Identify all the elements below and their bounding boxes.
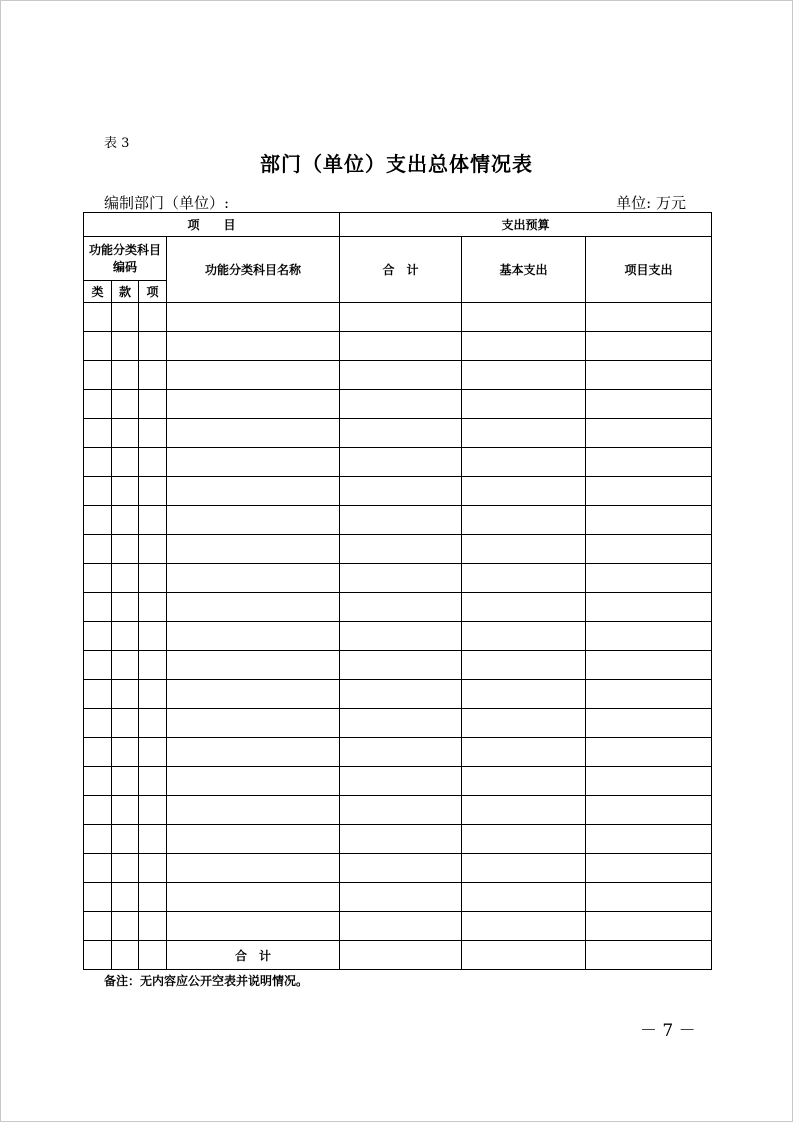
table-cell <box>340 796 462 825</box>
table-cell <box>340 680 462 709</box>
total-row <box>84 941 712 970</box>
table-cell <box>112 361 139 390</box>
header-row-2 <box>84 237 712 281</box>
table-cell <box>84 303 112 332</box>
table-cell <box>112 477 139 506</box>
table-cell <box>139 390 167 419</box>
table-cell <box>139 651 167 680</box>
table-cell <box>112 854 139 883</box>
table-cell <box>84 738 112 767</box>
table-row <box>84 506 712 535</box>
table-cell <box>586 535 712 564</box>
table-row <box>84 767 712 796</box>
table-row <box>84 825 712 854</box>
table-cell <box>139 738 167 767</box>
header-project-expenditure: 项目支出 <box>586 237 712 303</box>
table-row <box>84 564 712 593</box>
table-cell <box>139 680 167 709</box>
table-cell <box>340 419 462 448</box>
table-cell <box>340 390 462 419</box>
table-cell <box>340 332 462 361</box>
table-cell <box>586 883 712 912</box>
table-cell <box>340 651 462 680</box>
footnote: 备注：无内容应公开空表并说明情况。 <box>104 974 309 988</box>
table-cell <box>167 680 340 709</box>
table-cell <box>167 593 340 622</box>
table-cell <box>462 564 586 593</box>
table-cell <box>340 767 462 796</box>
table-cell <box>84 477 112 506</box>
table-cell <box>340 912 462 941</box>
document-title: 部门（单位）支出总体情况表 <box>260 152 533 176</box>
table-cell <box>340 883 462 912</box>
table-cell <box>462 477 586 506</box>
table-cell <box>112 825 139 854</box>
header-lei: 类 <box>84 281 112 303</box>
table-cell <box>462 303 586 332</box>
table-cell <box>84 593 112 622</box>
table-cell <box>84 448 112 477</box>
table-cell <box>112 680 139 709</box>
table-cell <box>586 332 712 361</box>
table-cell <box>112 912 139 941</box>
table-cell <box>340 303 462 332</box>
table-cell <box>462 825 586 854</box>
table-cell <box>462 535 586 564</box>
table-cell <box>462 651 586 680</box>
table-row <box>84 535 712 564</box>
table-cell <box>84 390 112 419</box>
table-cell <box>586 506 712 535</box>
table-cell <box>139 361 167 390</box>
table-cell <box>462 709 586 738</box>
table-cell <box>586 564 712 593</box>
table-cell <box>586 825 712 854</box>
table-cell <box>462 622 586 651</box>
table-cell <box>139 767 167 796</box>
table-cell <box>340 825 462 854</box>
table-cell <box>112 448 139 477</box>
table-cell <box>167 825 340 854</box>
table-cell <box>167 477 340 506</box>
table-row <box>84 912 712 941</box>
table-row <box>84 709 712 738</box>
table-row <box>84 651 712 680</box>
table-cell <box>340 738 462 767</box>
table-cell <box>139 883 167 912</box>
table-cell <box>340 535 462 564</box>
table-cell <box>84 825 112 854</box>
table-cell <box>462 854 586 883</box>
table-cell <box>84 506 112 535</box>
table-cell <box>84 912 112 941</box>
table-cell <box>167 506 340 535</box>
table-cell <box>139 303 167 332</box>
table-cell <box>462 680 586 709</box>
table-cell <box>340 506 462 535</box>
table-row <box>84 390 712 419</box>
table-row <box>84 738 712 767</box>
table-cell <box>340 448 462 477</box>
table-cell <box>167 332 340 361</box>
table-cell <box>112 941 139 970</box>
table-cell <box>112 564 139 593</box>
table-row <box>84 361 712 390</box>
table-cell <box>586 593 712 622</box>
table-cell <box>139 593 167 622</box>
table-cell <box>462 448 586 477</box>
table-number: 表 3 <box>104 136 130 151</box>
table-row <box>84 883 712 912</box>
table-cell <box>586 767 712 796</box>
table-cell <box>84 709 112 738</box>
table-cell <box>586 796 712 825</box>
table-cell <box>462 912 586 941</box>
table-cell <box>167 651 340 680</box>
table-cell <box>84 941 112 970</box>
table-cell <box>139 622 167 651</box>
table-row <box>84 854 712 883</box>
table-cell <box>139 854 167 883</box>
table-cell <box>112 303 139 332</box>
table-cell <box>586 477 712 506</box>
table-row <box>84 419 712 448</box>
table-cell <box>84 564 112 593</box>
table-cell <box>139 419 167 448</box>
table-cell <box>586 390 712 419</box>
table-cell <box>586 738 712 767</box>
unit-label: 单位: 万元 <box>616 194 686 212</box>
table-cell <box>112 883 139 912</box>
header-func-name: 功能分类科目名称 <box>167 237 340 303</box>
table-cell <box>462 738 586 767</box>
table-cell <box>167 303 340 332</box>
expenditure-table <box>83 212 712 970</box>
table-cell <box>462 506 586 535</box>
table-cell <box>139 477 167 506</box>
table-cell <box>462 390 586 419</box>
table-cell <box>139 506 167 535</box>
table-row <box>84 477 712 506</box>
table-cell <box>167 883 340 912</box>
header-project: 项 目 <box>84 213 340 237</box>
table-cell <box>586 622 712 651</box>
table-cell <box>112 419 139 448</box>
table-cell <box>167 419 340 448</box>
table-cell <box>462 883 586 912</box>
table-cell <box>112 767 139 796</box>
table-cell <box>167 738 340 767</box>
table-cell <box>586 709 712 738</box>
table-cell <box>139 709 167 738</box>
table-cell <box>167 796 340 825</box>
table-cell <box>586 912 712 941</box>
table-cell <box>112 651 139 680</box>
table-cell <box>167 535 340 564</box>
header-total: 合 计 <box>340 237 462 303</box>
table-cell <box>340 477 462 506</box>
table-cell <box>84 419 112 448</box>
header-expenditure-budget: 支出预算 <box>340 213 712 237</box>
table-cell <box>139 912 167 941</box>
page-number: － 7 － <box>640 1021 696 1041</box>
table-cell <box>462 593 586 622</box>
table-cell <box>112 622 139 651</box>
table-cell <box>340 622 462 651</box>
table-row <box>84 796 712 825</box>
table-cell <box>112 796 139 825</box>
table-cell <box>112 709 139 738</box>
header-xiang: 项 <box>139 281 167 303</box>
table-cell <box>167 767 340 796</box>
header-kuan: 款 <box>112 281 139 303</box>
header-func-code-text: 功能分类科目编码 <box>88 242 161 274</box>
table-cell <box>139 332 167 361</box>
table-cell <box>167 564 340 593</box>
table-row <box>84 448 712 477</box>
table-cell <box>340 564 462 593</box>
table-cell <box>462 332 586 361</box>
table-cell <box>586 651 712 680</box>
table-cell <box>340 361 462 390</box>
table-row <box>84 332 712 361</box>
table-cell <box>462 796 586 825</box>
table-cell <box>84 854 112 883</box>
table-cell <box>139 825 167 854</box>
table-cell <box>586 419 712 448</box>
header-basic-expenditure: 基本支出 <box>462 237 586 303</box>
table-cell <box>167 709 340 738</box>
table-cell <box>84 651 112 680</box>
table-cell <box>586 680 712 709</box>
table-cell <box>340 709 462 738</box>
table-cell <box>167 912 340 941</box>
table-row <box>84 593 712 622</box>
table-cell <box>167 854 340 883</box>
table-cell <box>139 564 167 593</box>
table-cell <box>112 738 139 767</box>
table-cell <box>586 854 712 883</box>
table-cell <box>139 448 167 477</box>
table-cell <box>84 796 112 825</box>
table-cell <box>586 361 712 390</box>
table-cell <box>112 506 139 535</box>
table-cell <box>84 535 112 564</box>
table-cell <box>112 390 139 419</box>
table-cell <box>167 622 340 651</box>
table-cell <box>462 361 586 390</box>
table-cell <box>139 941 167 970</box>
table-cell <box>112 593 139 622</box>
table-cell <box>586 448 712 477</box>
header-func-code <box>84 237 167 281</box>
table-cell <box>340 941 462 970</box>
table-row <box>84 622 712 651</box>
table-cell <box>462 419 586 448</box>
table-cell <box>462 941 586 970</box>
table-cell <box>167 361 340 390</box>
table-cell <box>84 332 112 361</box>
table-cell <box>84 680 112 709</box>
table-cell <box>586 303 712 332</box>
table-cell <box>462 767 586 796</box>
prepared-by-label: 编制部门（单位）: <box>104 194 230 212</box>
table-cell <box>84 767 112 796</box>
table-row <box>84 680 712 709</box>
table-cell <box>84 883 112 912</box>
table-cell <box>167 448 340 477</box>
table-row <box>84 303 712 332</box>
table-cell <box>340 854 462 883</box>
table-cell <box>139 796 167 825</box>
total-row-label: 合 计 <box>167 941 340 970</box>
table-cell <box>340 593 462 622</box>
table-cell <box>112 332 139 361</box>
table-cell <box>139 535 167 564</box>
table-cell <box>586 941 712 970</box>
table-cell <box>167 390 340 419</box>
header-row-1 <box>84 213 712 237</box>
table-cell <box>84 622 112 651</box>
table-cell <box>84 361 112 390</box>
table-cell <box>112 535 139 564</box>
